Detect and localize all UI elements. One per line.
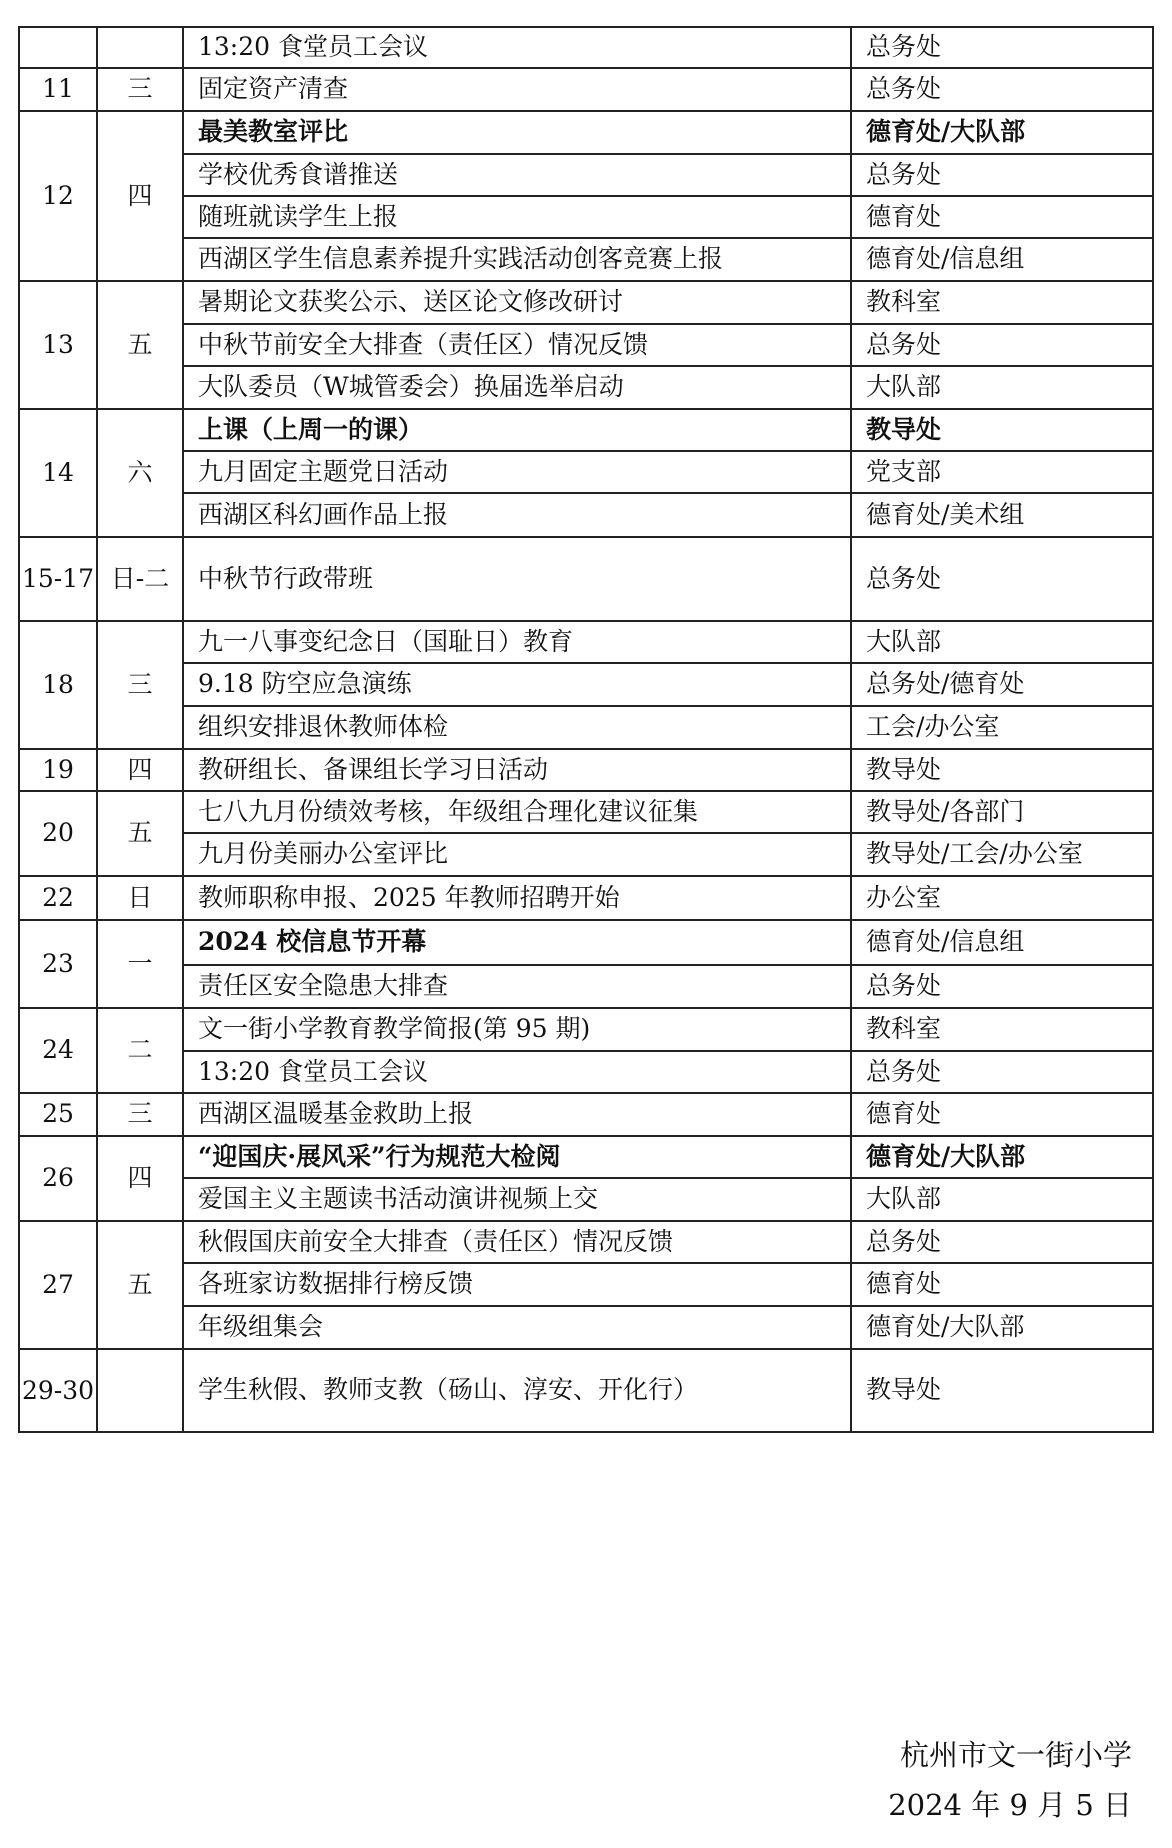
table-row [19, 920, 1153, 965]
table-row [19, 1178, 1153, 1221]
event-cell: “迎国庆·展风采”行为规范大检阅 [183, 1136, 851, 1178]
department-cell: 总务处 [851, 537, 1153, 621]
event-cell: 七八九月份绩效考核，年级组合理化建议征集 [183, 791, 851, 833]
date-cell: 23 [19, 920, 97, 1008]
department-cell: 总务处 [851, 324, 1153, 366]
department-cell: 德育处/美术组 [851, 493, 1153, 537]
table-row [19, 1008, 1153, 1051]
event-cell: 西湖区学生信息素养提升实践活动创客竞赛上报 [183, 238, 851, 281]
department-cell: 大队部 [851, 366, 1153, 409]
event-cell: 文一街小学教育教学简报(第 95 期) [183, 1008, 851, 1051]
table-row [19, 111, 1153, 154]
department-cell: 办公室 [851, 876, 1153, 920]
schedule-body [19, 27, 1153, 1432]
event-cell: 13:20 食堂员工会议 [183, 1051, 851, 1093]
department-cell: 教导处 [851, 1349, 1153, 1432]
department-cell: 工会/办公室 [851, 706, 1153, 749]
event-cell: 2024 校信息节开幕 [183, 920, 851, 965]
event-cell: 中秋节行政带班 [183, 537, 851, 621]
table-row [19, 324, 1153, 366]
department-cell: 德育处 [851, 1263, 1153, 1306]
department-cell: 大队部 [851, 621, 1153, 663]
schedule-table [18, 26, 1154, 1433]
table-row [19, 68, 1153, 111]
weekday-cell: 五 [97, 791, 183, 876]
weekday-cell: 一 [97, 920, 183, 1008]
date-cell: 24 [19, 1008, 97, 1093]
event-cell: 九月份美丽办公室评比 [183, 833, 851, 876]
department-cell: 总务处 [851, 154, 1153, 196]
table-row [19, 876, 1153, 920]
event-cell: 九月固定主题党日活动 [183, 451, 851, 493]
weekday-cell: 四 [97, 749, 183, 791]
date-cell: 26 [19, 1136, 97, 1221]
table-row [19, 1306, 1153, 1349]
weekday-cell: 三 [97, 621, 183, 749]
table-row [19, 493, 1153, 537]
table-row [19, 281, 1153, 324]
table-row [19, 196, 1153, 238]
weekday-cell [97, 27, 183, 68]
event-cell: 随班就读学生上报 [183, 196, 851, 238]
date-cell: 20 [19, 791, 97, 876]
table-row [19, 833, 1153, 876]
event-cell: 13:20 食堂员工会议 [183, 27, 851, 68]
event-cell: 责任区安全隐患大排查 [183, 965, 851, 1008]
table-row [19, 154, 1153, 196]
weekday-cell [97, 1349, 183, 1432]
table-row [19, 366, 1153, 409]
weekday-cell: 四 [97, 111, 183, 281]
event-cell: 固定资产清查 [183, 68, 851, 111]
weekday-cell: 五 [97, 1221, 183, 1349]
department-cell: 德育处/大队部 [851, 1306, 1153, 1349]
department-cell: 教导处 [851, 409, 1153, 451]
table-row [19, 1349, 1153, 1432]
date-cell: 12 [19, 111, 97, 281]
department-cell: 德育处/信息组 [851, 238, 1153, 281]
date-cell: 13 [19, 281, 97, 409]
event-cell: 各班家访数据排行榜反馈 [183, 1263, 851, 1306]
table-row [19, 663, 1153, 706]
department-cell: 教导处/工会/办公室 [851, 833, 1153, 876]
table-row [19, 1136, 1153, 1178]
department-cell: 教导处/各部门 [851, 791, 1153, 833]
footer [888, 1730, 1132, 1830]
event-cell: 最美教室评比 [183, 111, 851, 154]
department-cell: 教科室 [851, 281, 1153, 324]
table-row [19, 409, 1153, 451]
table-row [19, 1263, 1153, 1306]
event-cell: 西湖区科幻画作品上报 [183, 493, 851, 537]
date-cell: 11 [19, 68, 97, 111]
weekday-cell: 日 [97, 876, 183, 920]
date-cell: 29-30 [19, 1349, 97, 1432]
department-cell: 德育处 [851, 1093, 1153, 1136]
table-row [19, 965, 1153, 1008]
department-cell: 德育处 [851, 196, 1153, 238]
date-cell: 27 [19, 1221, 97, 1349]
department-cell: 总务处/德育处 [851, 663, 1153, 706]
date-cell: 19 [19, 749, 97, 791]
weekday-cell: 六 [97, 409, 183, 537]
weekday-cell: 日-二 [97, 537, 183, 621]
weekday-cell: 五 [97, 281, 183, 409]
table-row [19, 238, 1153, 281]
department-cell: 教导处 [851, 749, 1153, 791]
weekday-cell: 三 [97, 68, 183, 111]
department-cell: 党支部 [851, 451, 1153, 493]
date-cell: 25 [19, 1093, 97, 1136]
table-row [19, 706, 1153, 749]
table-row [19, 1093, 1153, 1136]
date-cell [19, 27, 97, 68]
event-cell: 九一八事变纪念日（国耻日）教育 [183, 621, 851, 663]
table-row [19, 1221, 1153, 1263]
date-cell: 15-17 [19, 537, 97, 621]
date-cell: 22 [19, 876, 97, 920]
event-cell: 组织安排退休教师体检 [183, 706, 851, 749]
weekday-cell: 三 [97, 1093, 183, 1136]
department-cell: 总务处 [851, 965, 1153, 1008]
event-cell: 上课（上周一的课） [183, 409, 851, 451]
date-cell: 14 [19, 409, 97, 537]
department-cell: 德育处/大队部 [851, 111, 1153, 154]
department-cell: 总务处 [851, 27, 1153, 68]
event-cell: 中秋节前安全大排查（责任区）情况反馈 [183, 324, 851, 366]
department-cell: 总务处 [851, 1221, 1153, 1263]
table-row [19, 621, 1153, 663]
table-row [19, 791, 1153, 833]
event-cell: 爱国主义主题读书活动演讲视频上交 [183, 1178, 851, 1221]
department-cell: 总务处 [851, 1051, 1153, 1093]
date-cell: 18 [19, 621, 97, 749]
footer-school: 杭州市文一街小学 [899, 1738, 1132, 1772]
department-cell: 总务处 [851, 68, 1153, 111]
table-row [19, 537, 1153, 621]
department-cell: 教科室 [851, 1008, 1153, 1051]
event-cell: 学校优秀食谱推送 [183, 154, 851, 196]
event-cell: 西湖区温暖基金救助上报 [183, 1093, 851, 1136]
table-row [19, 749, 1153, 791]
event-cell: 秋假国庆前安全大排查（责任区）情况反馈 [183, 1221, 851, 1263]
table-row [19, 451, 1153, 493]
event-cell: 年级组集会 [183, 1306, 851, 1349]
event-cell: 教师职称申报、2025 年教师招聘开始 [183, 876, 851, 920]
department-cell: 德育处/信息组 [851, 920, 1153, 965]
weekday-cell: 四 [97, 1136, 183, 1221]
table-row [19, 1051, 1153, 1093]
department-cell: 德育处/大队部 [851, 1136, 1153, 1178]
table-row [19, 27, 1153, 68]
department-cell: 大队部 [851, 1178, 1153, 1221]
event-cell: 学生秋假、教师支教（砀山、淳安、开化行） [183, 1349, 851, 1432]
event-cell: 大队委员（W城管委会）换届选举启动 [183, 366, 851, 409]
weekday-cell: 二 [97, 1008, 183, 1093]
event-cell: 教研组长、备课组长学习日活动 [183, 749, 851, 791]
event-cell: 9.18 防空应急演练 [183, 663, 851, 706]
footer-date: 2024 年 9 月 5 日 [888, 1788, 1132, 1822]
event-cell: 暑期论文获奖公示、送区论文修改研讨 [183, 281, 851, 324]
